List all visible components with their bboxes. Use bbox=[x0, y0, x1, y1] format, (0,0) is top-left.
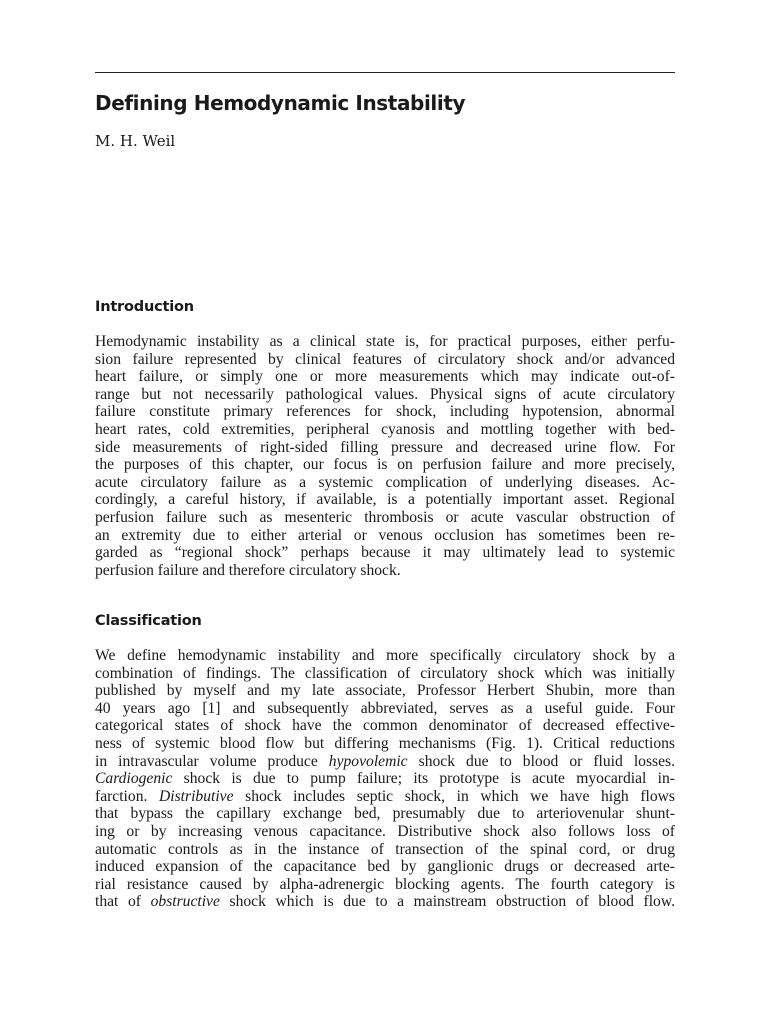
text-run: shock which is due to a mainstream obstruction of blood flow. bbox=[219, 893, 675, 911]
text-line: failure constitute primary references for shock, including hypotension, abnormal bbox=[95, 403, 675, 421]
text-line: heart rates, cold extremities, peripheral cyanosis and mottling together with bed- bbox=[95, 420, 675, 438]
text-line: 40 years ago [1] and subsequently abbreviated, serves as a useful guide. Four bbox=[95, 699, 675, 717]
text-line: ing or by increasing venous capacitance. Distributive shock also follows loss of bbox=[95, 822, 675, 840]
text-line: ness of systemic blood flow but differing mechanisms (Fig. 1). Critical reductions bbox=[95, 734, 675, 752]
introduction-paragraph bbox=[95, 333, 675, 579]
text-line-mixed bbox=[95, 770, 675, 788]
emphasis-hypovolemic: hypovolemic bbox=[328, 752, 408, 770]
text-run: farction. bbox=[95, 787, 160, 805]
author-name: M. H. Weil bbox=[95, 132, 176, 150]
text-line: garded as “regional shock” perhaps because it may ultimately lead to systemic bbox=[95, 544, 675, 562]
text-line: rial resistance caused by alpha-adrenergic blocking agents. The fourth category is bbox=[95, 875, 675, 893]
text-line: side measurements of right-sided filling pressure and decreased urine flow. For bbox=[95, 438, 675, 456]
emphasis-cardiogenic: Cardiogenic bbox=[95, 770, 173, 788]
text-line: We define hemodynamic instability and more specifically circulatory shock by a bbox=[95, 647, 675, 664]
text-line: the purposes of this chapter, our focus is on perfusion failure and more precisely, bbox=[95, 456, 675, 474]
text-line: perfusion failure and therefore circulatory shock. bbox=[95, 561, 401, 579]
section-heading-classification: Classification bbox=[95, 613, 202, 629]
text-line: sion failure represented by clinical features of circulatory shock and/or advanced bbox=[95, 350, 675, 368]
text-line: induced expansion of the capacitance bed by ganglionic drugs or decreased arte- bbox=[95, 858, 675, 876]
text-line: perfusion failure such as mesenteric thrombosis or acute vascular obstruction of bbox=[95, 508, 675, 526]
page-title: Defining Hemodynamic Instability bbox=[95, 91, 466, 115]
text-run: shock includes septic shock, in which we have high flows bbox=[233, 787, 675, 805]
text-run: in intravascular volume produce bbox=[95, 752, 329, 770]
text-run: shock is due to pump failure; its prototype is acute myocardial in- bbox=[172, 770, 675, 788]
emphasis-obstructive: obstructive bbox=[150, 893, 220, 911]
classification-paragraph bbox=[95, 647, 675, 911]
text-line: heart failure, or simply one or more measurements which may indicate out-of- bbox=[95, 368, 675, 386]
text-line: range but not necessarily pathological values. Physical signs of acute circulatory bbox=[95, 385, 675, 403]
text-line: cordingly, a careful history, if available, is a potentially important asset. Regional bbox=[95, 491, 675, 509]
text-line: that bypass the capillary exchange bed, presumably due to arteriovenular shunt- bbox=[95, 805, 675, 823]
text-line: acute circulatory failure as a systemic complication of underlying diseases. Ac- bbox=[95, 473, 675, 491]
text-line: categorical states of shock have the common denominator of decreased effective- bbox=[95, 717, 675, 735]
text-line: published by myself and my late associate, Professor Herbert Shubin, more than bbox=[95, 682, 675, 700]
emphasis-distributive: Distributive bbox=[159, 787, 234, 805]
text-line: combination of findings. The classification of circulatory shock which was initially bbox=[95, 664, 675, 682]
text-line: an extremity due to either arterial or venous occlusion has sometimes been re- bbox=[95, 526, 675, 544]
text-line-mixed bbox=[95, 788, 675, 806]
top-rule bbox=[95, 72, 675, 73]
section-heading-introduction: Introduction bbox=[95, 299, 194, 315]
text-run: that of bbox=[95, 893, 151, 911]
text-line: Hemodynamic instability as a clinical state is, for practical purposes, either perfu- bbox=[95, 333, 675, 350]
text-run: shock due to blood or fluid losses. bbox=[407, 752, 675, 770]
text-line: automatic controls as in the instance of transection of the spinal cord, or drug bbox=[95, 840, 675, 858]
text-line-mixed bbox=[95, 753, 675, 771]
text-line-mixed bbox=[95, 893, 675, 911]
